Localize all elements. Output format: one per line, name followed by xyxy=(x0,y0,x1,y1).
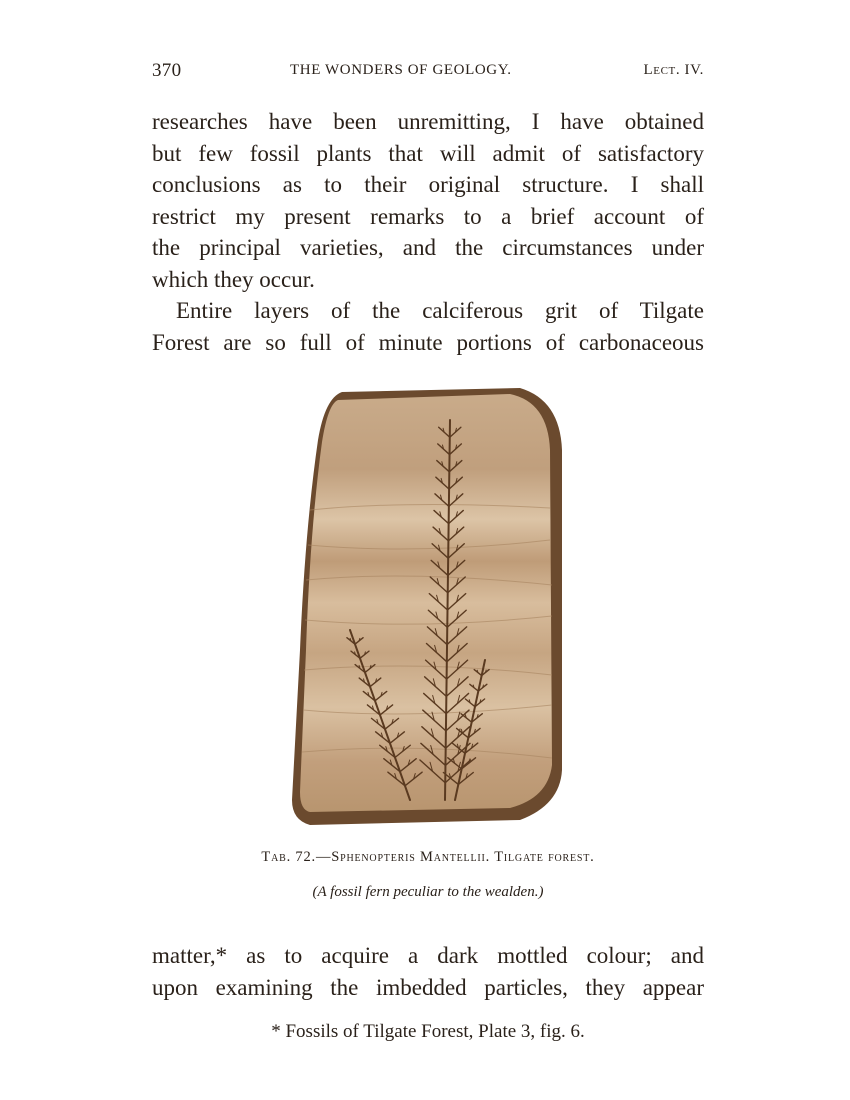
text-line: the principal varieties, and the circumstances under xyxy=(152,235,704,260)
text-line: Forest are so full of minute portions of carbonaceous xyxy=(152,329,704,355)
footnote: * Fossils of Tilgate Forest, Plate 3, fig. 6. xyxy=(271,1021,585,1042)
text-line: researches have been unremitting, I have obtained xyxy=(152,109,704,134)
figure-caption-text: Tab. 72.—Sphenopteris Mantellii. Tilgate forest. xyxy=(261,849,595,865)
text-line: Entire layers of the calciferous grit of Tilgate xyxy=(176,298,704,323)
lecture-label: Lect. IV. xyxy=(643,62,704,78)
top-paragraphs xyxy=(152,106,704,358)
fern-stroke xyxy=(485,670,486,672)
figure-subcaption: (A fossil fern peculiar to the wealden.) xyxy=(312,884,544,900)
running-head xyxy=(152,60,704,88)
text-line: which they occur. xyxy=(152,266,315,292)
text-line: restrict my present remarks to a brief account of xyxy=(152,203,704,229)
page-number: 370 xyxy=(152,60,182,81)
fossil-fern-illustration xyxy=(270,380,590,835)
fern-stroke xyxy=(477,670,478,672)
text-line: but few fossil plants that will admit of satisfactory xyxy=(152,140,704,166)
figure-caption xyxy=(152,849,704,866)
bottom-paragraph xyxy=(152,940,704,1003)
text-line: upon examining the imbedded particles, they appear xyxy=(152,974,704,1000)
text-line: conclusions as to their original structure. I shall xyxy=(152,172,704,197)
running-title: THE WONDERS OF GEOLOGY. xyxy=(290,62,512,78)
text-line: matter,* as to acquire a dark mottled colour; and xyxy=(152,943,704,968)
